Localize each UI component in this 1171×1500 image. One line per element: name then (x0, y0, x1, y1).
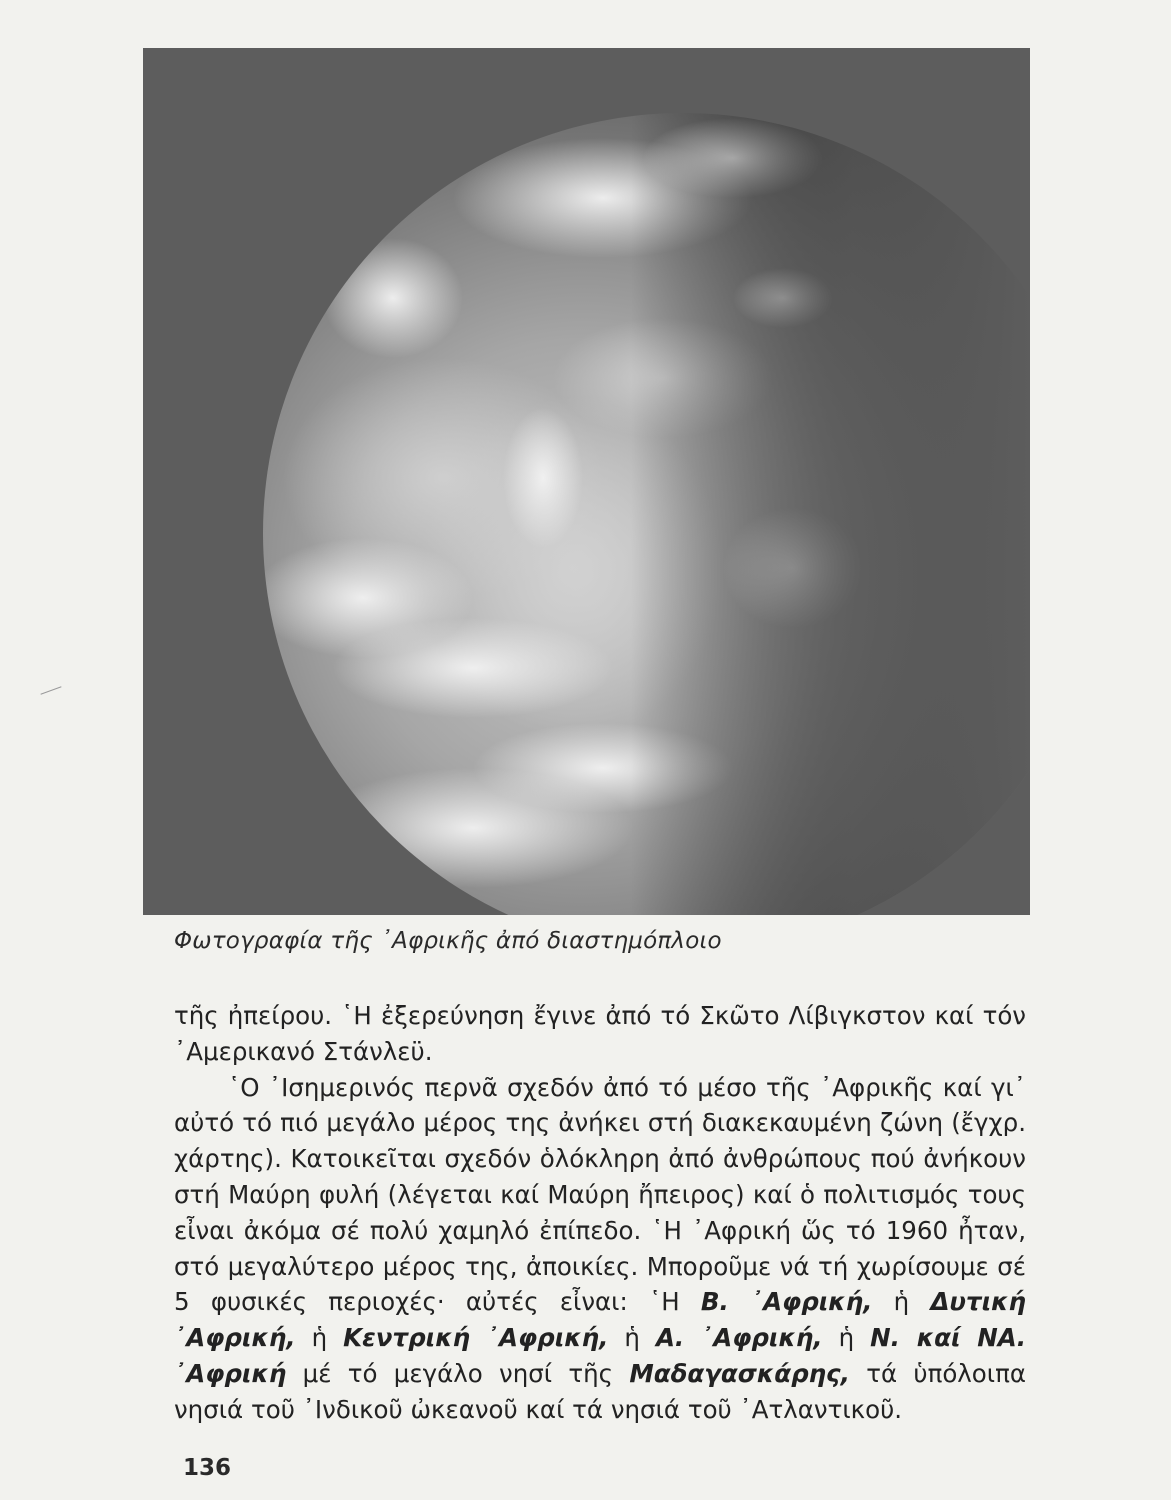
stray-mark (40, 686, 61, 694)
body-text (174, 998, 1026, 1428)
page-number: 136 (183, 1455, 232, 1481)
region-madagascar: Μαδαγασκάρης, (629, 1358, 850, 1388)
separator: ἡ (822, 1323, 871, 1353)
region-south-africa: Ν. καί ΝΑ. ᾿Αφρική (174, 1323, 1027, 1388)
region-west-africa: Δυτική ᾿Αφρική, (174, 1287, 1026, 1353)
paragraph-2-part-c: τά ὑπόλοιπα νησιά τοῦ ᾿Ινδικοῦ ὠκεανοῦ καί τά νησιά τοῦ ᾿Ατλαντικοῦ. (174, 1358, 1026, 1424)
region-east-africa: Α. ᾿Αφρική, (655, 1323, 823, 1353)
region-north-africa: Β. ᾿Αφρική, (700, 1287, 873, 1317)
figure-caption: Φωτογραφία τῆς ᾿Αφρικῆς ἀπό διαστημόπλοιο (174, 928, 722, 954)
earth-from-space-image (143, 48, 1030, 915)
paragraph-1: τῆς ἠπείρου. ῾Η ἐξερεύνηση ἔγινε ἀπό τό Σκῶτο Λίβιγκστον καί τόν ᾿Αμερικανό Στάνλεϋ. (174, 1001, 1026, 1066)
paragraph-2-part-a: ῾Ο ᾿Ισημερινός περνᾶ σχεδόν ἀπό τό μέσο τῆς ᾿Αφρικῆς καί γι᾿ αὐτό τό πιό μεγάλο μέρος της ἀνήκει στή διακεκαυμένη ζώνη (ἔγχρ. χάρτης). Κατοικεῖται σχεδόν ὁλόκληρη ἀπό ἀνθρώπους πού ἀνήκουν στή Μαύρη φυλή (λέγεται καί Μαύρη ἤπειρος) καί ὁ πολιτισμός τους εἶναι ἀκόμα σέ πολύ χαμηλό ἐπίπεδο. ῾Η ᾿Αφρική ὥς τό 1960 ἦταν, στό μεγαλύτερο μέρος της, ἀποικίες. Μποροῦμε νά τή χωρίσουμε σέ 5 φυσικές περιοχές· αὐτές εἶναι: ῾Η (174, 1072, 1026, 1317)
region-central-africa: Κεντρική ᾿Αφρική, (343, 1323, 609, 1353)
separator: ἡ (295, 1323, 344, 1353)
earth-photo (143, 48, 1030, 915)
separator: ἡ (872, 1287, 931, 1317)
separator: ἡ (608, 1323, 656, 1353)
paragraph-2-part-b: μέ τό μεγάλο νησί τῆς (286, 1358, 630, 1388)
paragraph-2 (174, 1070, 1026, 1428)
